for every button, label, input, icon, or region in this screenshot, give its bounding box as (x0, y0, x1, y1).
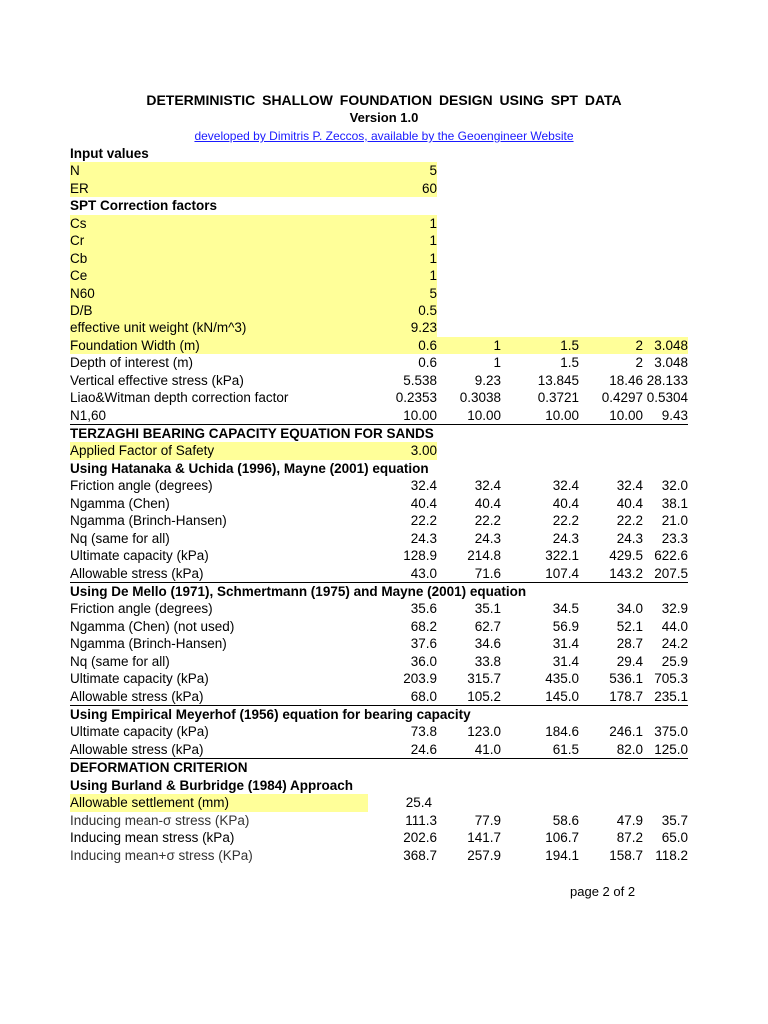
row-n160: N1,60 10.00 10.00 10.00 10.00 9.43 (70, 407, 688, 423)
section-spt-correction: SPT Correction factors (70, 198, 218, 214)
row-cr: Cr 1 (70, 233, 437, 249)
row-cb: Cb 1 (70, 250, 437, 266)
row-ngamma-brinch-hansen: Ngamma (Brinch-Hansen) 22.2 22.2 22.2 22.2 21.0 (70, 513, 688, 529)
section-terzaghi: TERZAGHI BEARING CAPACITY EQUATION FOR SANDS (70, 424, 688, 442)
section-input-values: Input values (70, 146, 149, 161)
section-de-mello: Using De Mello (1971), Schmertmann (1975) and Mayne (2001) equation (70, 582, 688, 600)
row-n60: N60 5 (70, 285, 437, 301)
section-deformation-criterion: DEFORMATION CRITERION (70, 758, 688, 776)
row-factor-of-safety: Applied Factor of Safety 3.00 (70, 443, 437, 459)
version-label: Version 1.0 (349, 110, 419, 125)
row-nq: Nq (same for all) 36.0 33.8 31.4 29.4 25.9 (70, 653, 688, 669)
row-friction-angle: Friction angle (degrees) 32.4 32.4 32.4 32.4 32.0 (70, 478, 688, 494)
row-mean-minus-sigma-stress: Inducing mean-σ stress (KPa) 111.3 77.9 58.6 47.9 35.7 (70, 812, 688, 828)
row-ce: Ce 1 (70, 268, 437, 284)
row-ngamma-chen: Ngamma (Chen) 40.4 40.4 40.4 40.4 38.1 (70, 495, 688, 511)
row-depth-of-interest: Depth of interest (m) 0.6 1 1.5 2 3.048 (70, 355, 688, 371)
row-nq: Nq (same for all) 24.3 24.3 24.3 24.3 23.3 (70, 530, 688, 546)
author-credit-link[interactable]: developed by Dimitris P. Zeccos, available by the Geoengineer Website (194, 129, 574, 143)
row-effective-unit-weight: effective unit weight (kN/m^3) 9.23 (70, 320, 437, 336)
row-ultimate-capacity: Ultimate capacity (kPa) 73.8 123.0 184.6 246.1 375.0 (70, 724, 688, 740)
row-n: N 5 (70, 163, 437, 179)
row-ultimate-capacity: Ultimate capacity (kPa) 128.9 214.8 322.1 429.5 622.6 (70, 548, 688, 564)
row-er: ER 60 (70, 180, 437, 196)
row-foundation-width: Foundation Width (m) 0.6 1 1.5 2 3.048 (70, 337, 688, 353)
page-number: page 2 of 2 (570, 884, 636, 899)
row-db: D/B 0.5 (70, 302, 437, 318)
row-vertical-effective-stress: Vertical effective stress (kPa) 5.538 9.23 13.845 18.46 28.133 (70, 372, 688, 388)
row-allowable-settlement: Allowable settlement (mm) 25.4 (70, 795, 432, 811)
row-ngamma-brinch-hansen: Ngamma (Brinch-Hansen) 37.6 34.6 31.4 28.7 24.2 (70, 636, 688, 652)
row-friction-angle: Friction angle (degrees) 35.6 35.1 34.5 34.0 32.9 (70, 601, 688, 617)
section-burland-burbridge: Using Burland & Burbridge (1984) Approach (70, 777, 354, 793)
calculation-sheet (70, 145, 688, 864)
document-title: DETERMINISTIC SHALLOW FOUNDATION DESIGN USING SPT DATA (146, 92, 622, 108)
row-cs: Cs 1 (70, 215, 437, 231)
row-liao-witman-factor: Liao&Witman depth correction factor 0.2353 0.3038 0.3721 0.4297 0.5304 (70, 390, 688, 406)
row-allowable-stress: Allowable stress (kPa) 68.0 105.2 145.0 178.7 235.1 (70, 688, 688, 704)
row-allowable-stress: Allowable stress (kPa) 43.0 71.6 107.4 143.2 207.5 (70, 565, 688, 581)
row-mean-plus-sigma-stress: Inducing mean+σ stress (KPa) 368.7 257.9 194.1 158.7 118.2 (70, 847, 688, 863)
section-hatanaka-uchida: Using Hatanaka & Uchida (1996), Mayne (2001) equation (70, 460, 429, 476)
section-meyerhof: Using Empirical Meyerhof (1956) equation for bearing capacity (70, 705, 688, 723)
row-ngamma-chen-not-used: Ngamma (Chen) (not used) 68.2 62.7 56.9 52.1 44.0 (70, 618, 688, 634)
row-ultimate-capacity: Ultimate capacity (kPa) 203.9 315.7 435.0 536.1 705.3 (70, 671, 688, 687)
row-mean-stress: Inducing mean stress (kPa) 202.6 141.7 106.7 87.2 65.0 (70, 830, 688, 846)
row-allowable-stress: Allowable stress (kPa) 24.6 41.0 61.5 82.0 125.0 (70, 741, 688, 757)
